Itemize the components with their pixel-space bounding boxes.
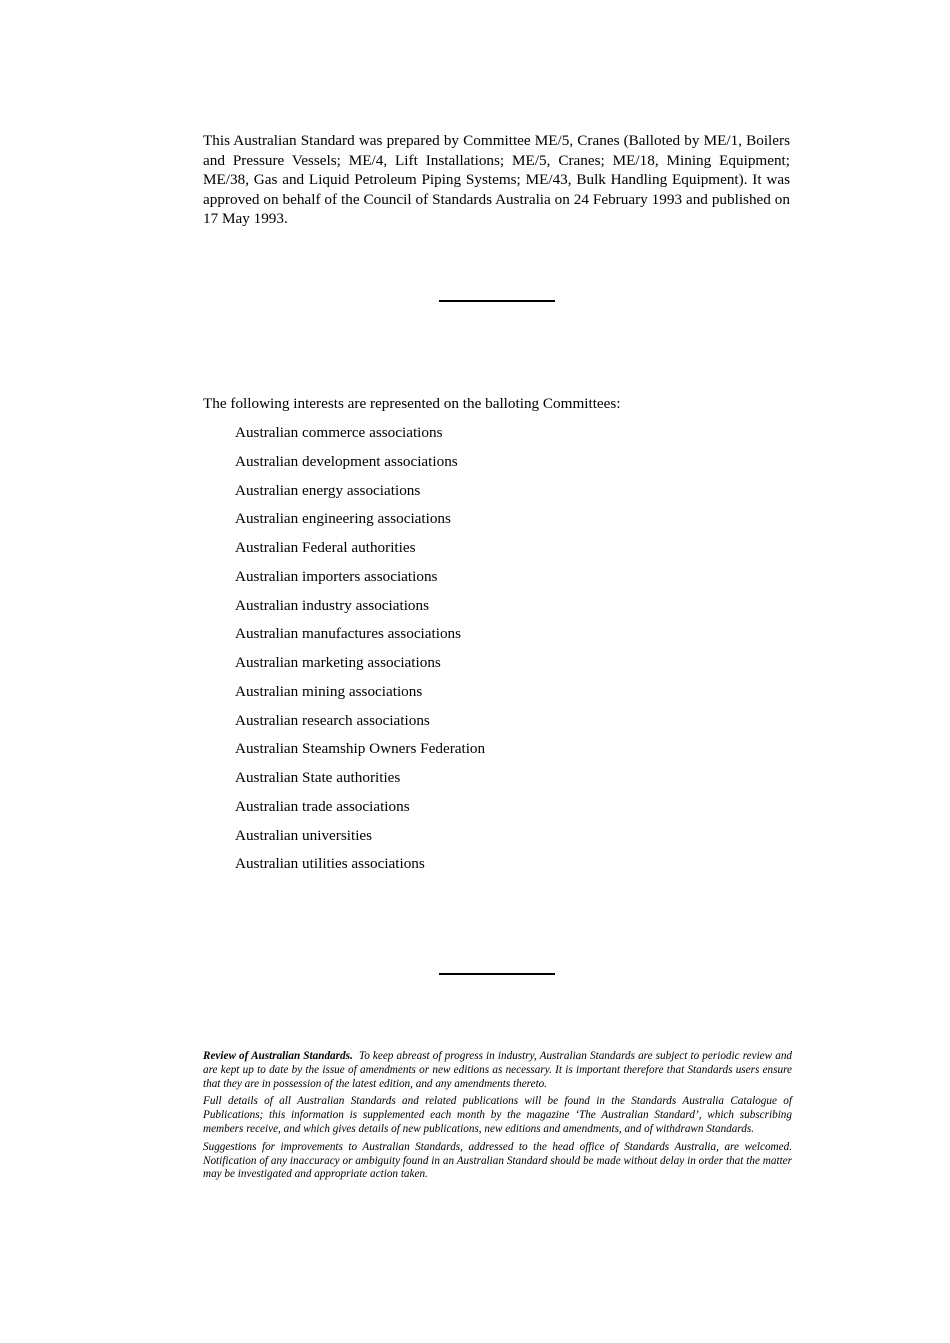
interests-heading: The following interests are represented on the balloting Committees: xyxy=(203,395,621,412)
list-item: Australian Steamship Owners Federation xyxy=(235,740,486,758)
list-item: Australian development associations xyxy=(235,452,458,470)
suggestions-note: Suggestions for improvements to Australian Standards, addressed to the head office of Standards Australia, are welcomed. Notification of any inaccuracy or ambiguity found in an Australian Standard should be made without delay in order that the matter may be investigated and appropriate action taken. xyxy=(203,1140,792,1181)
list-item: Australian universities xyxy=(235,826,373,844)
interests-list xyxy=(235,423,485,883)
review-title: Review of Australian Standards. xyxy=(203,1050,353,1062)
list-item: Australian industry associations xyxy=(235,596,430,614)
list-item: Australian trade associations xyxy=(235,797,410,815)
list-item: Australian mining associations xyxy=(235,682,423,700)
list-item: Australian manufactures associations xyxy=(235,625,462,643)
review-note xyxy=(203,1050,792,1091)
list-item: Australian importers associations xyxy=(235,567,438,585)
list-item: Australian engineering associations xyxy=(235,510,451,528)
list-item: Australian Federal authorities xyxy=(235,539,416,556)
list-item: Australian utilities associations xyxy=(235,855,425,873)
list-item: Australian State authorities xyxy=(235,769,401,786)
list-item: Australian commerce associations xyxy=(235,424,443,441)
section-divider-bottom xyxy=(439,973,555,975)
section-divider-top xyxy=(439,300,555,302)
catalogue-note: Full details of all Australian Standards and related publications will be found in the Standards Australia Catalogue of Publications; this information is supplemented each month by the magazine ‘The Australian Standard’, which subscribing members receive, and which gives details of new publications, new editions and amendments, and of withdrawn Standards. xyxy=(203,1095,792,1135)
list-item: Australian marketing associations xyxy=(235,654,441,671)
list-item: Australian energy associations xyxy=(235,481,421,499)
preparation-statement: This Australian Standard was prepared by Committee ME/5, Cranes (Balloted by ME/1, Boilers and Pressure Vessels; ME/4, Lift Installations; ME/5, Cranes; ME/18, Mining Equipment; ME/38, Gas and Liquid Petroleum Piping Systems; ME/43, Bulk Handling Equipment). It was approved on behalf of the Council of Standards Australia on 24 February 1993 and published on 17 May 1993. xyxy=(203,132,790,227)
footnotes xyxy=(203,1050,792,1186)
list-item: Australian research associations xyxy=(235,711,430,729)
review-text: To keep abreast of progress in industry, Australian Standards are subject to periodic review and are kept up to date by the issue of amendments or new editions as necessary. It is important therefore that Standards users ensure that they are in possession of the latest edition, and any amendments thereto. xyxy=(203,1050,793,1090)
